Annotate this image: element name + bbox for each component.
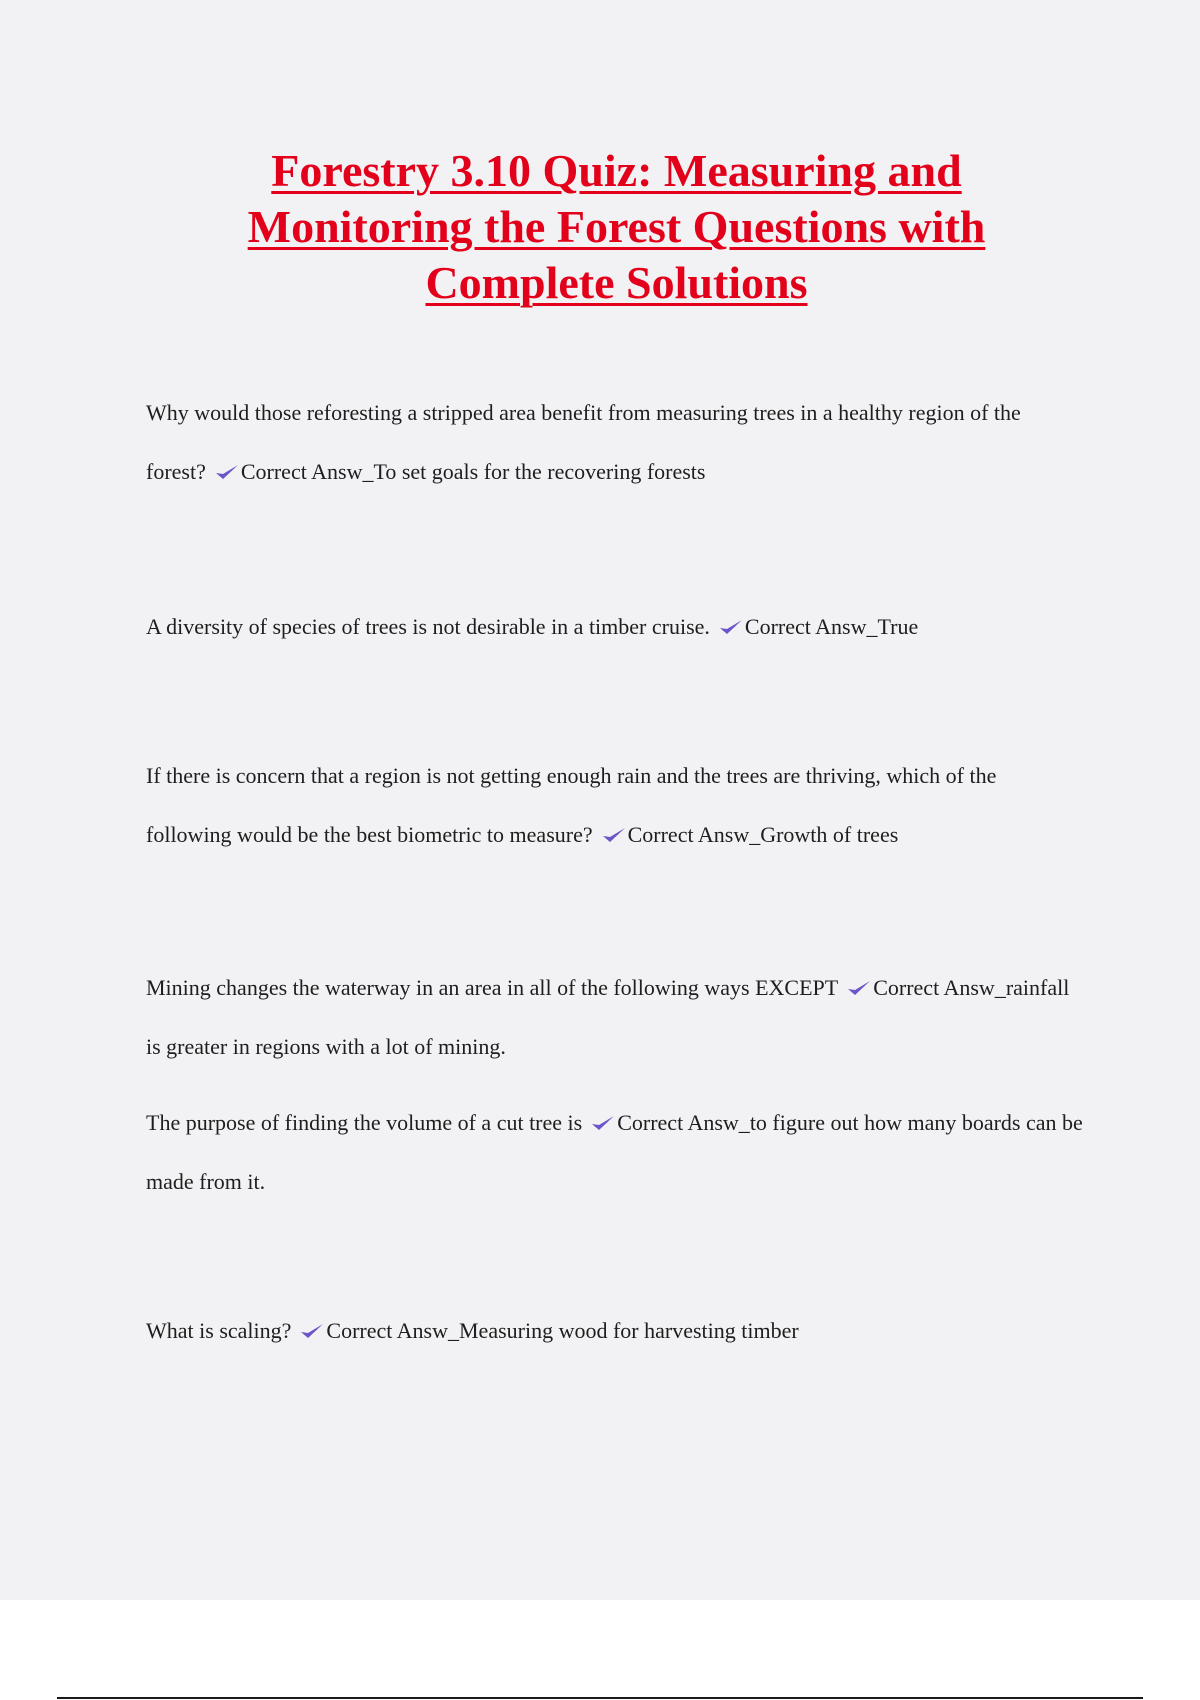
answer-text: True — [877, 614, 919, 639]
answer-prefix: Correct Answ_ — [326, 1318, 459, 1343]
checkmark-icon — [299, 1321, 325, 1341]
question-text: What is scaling? — [146, 1318, 292, 1343]
qa-item-3 — [146, 746, 1086, 864]
answer-prefix: Correct Answ_ — [744, 614, 878, 639]
answer-text: rainfall is greater in regions with a lot of mining. — [146, 975, 1070, 1059]
qa-item-4 — [146, 958, 1086, 1076]
answer-prefix: Correct Answ_ — [627, 822, 761, 847]
document-title — [150, 143, 1083, 311]
answer-text: To set goals for the recovering forests — [373, 459, 706, 484]
footer-divider — [57, 1697, 1143, 1699]
checkmark-icon — [590, 1113, 616, 1133]
answer-text: to figure out how many boards can be made from it. — [146, 1110, 1083, 1194]
answer-prefix: Correct Answ_ — [617, 1110, 750, 1135]
qa-item-1 — [146, 383, 1086, 501]
question-text: Why would those reforesting a stripped area benefit from measuring trees in a healthy region of the forest? — [146, 400, 1021, 484]
answer-text: Measuring wood for harvesting timber — [459, 1318, 799, 1343]
question-text: The purpose of finding the volume of a cut tree is — [146, 1110, 583, 1135]
checkmark-icon — [214, 462, 240, 482]
answer-text: Growth of trees — [760, 822, 899, 847]
question-text: If there is concern that a region is not getting enough rain and the trees are thriving, which of the following would be the best biometric to measure? — [146, 763, 997, 847]
answer-prefix: Correct Answ_ — [873, 975, 1006, 1000]
checkmark-icon — [718, 617, 744, 637]
qa-item-2 — [146, 597, 1086, 656]
title-line: Complete Solutions — [425, 257, 808, 308]
qa-item-6 — [146, 1301, 1086, 1360]
question-text: A diversity of species of trees is not desirable in a timber cruise. — [146, 614, 710, 639]
title-line: Monitoring the Forest Questions with — [247, 201, 986, 252]
question-text: Mining changes the waterway in an area in all of the following ways EXCEPT — [146, 975, 839, 1000]
title-line: Forestry 3.10 Quiz: Measuring and — [271, 145, 962, 196]
qa-item-5 — [146, 1093, 1086, 1211]
checkmark-icon — [846, 978, 872, 998]
answer-prefix: Correct Answ_ — [240, 459, 374, 484]
checkmark-icon — [601, 825, 627, 845]
